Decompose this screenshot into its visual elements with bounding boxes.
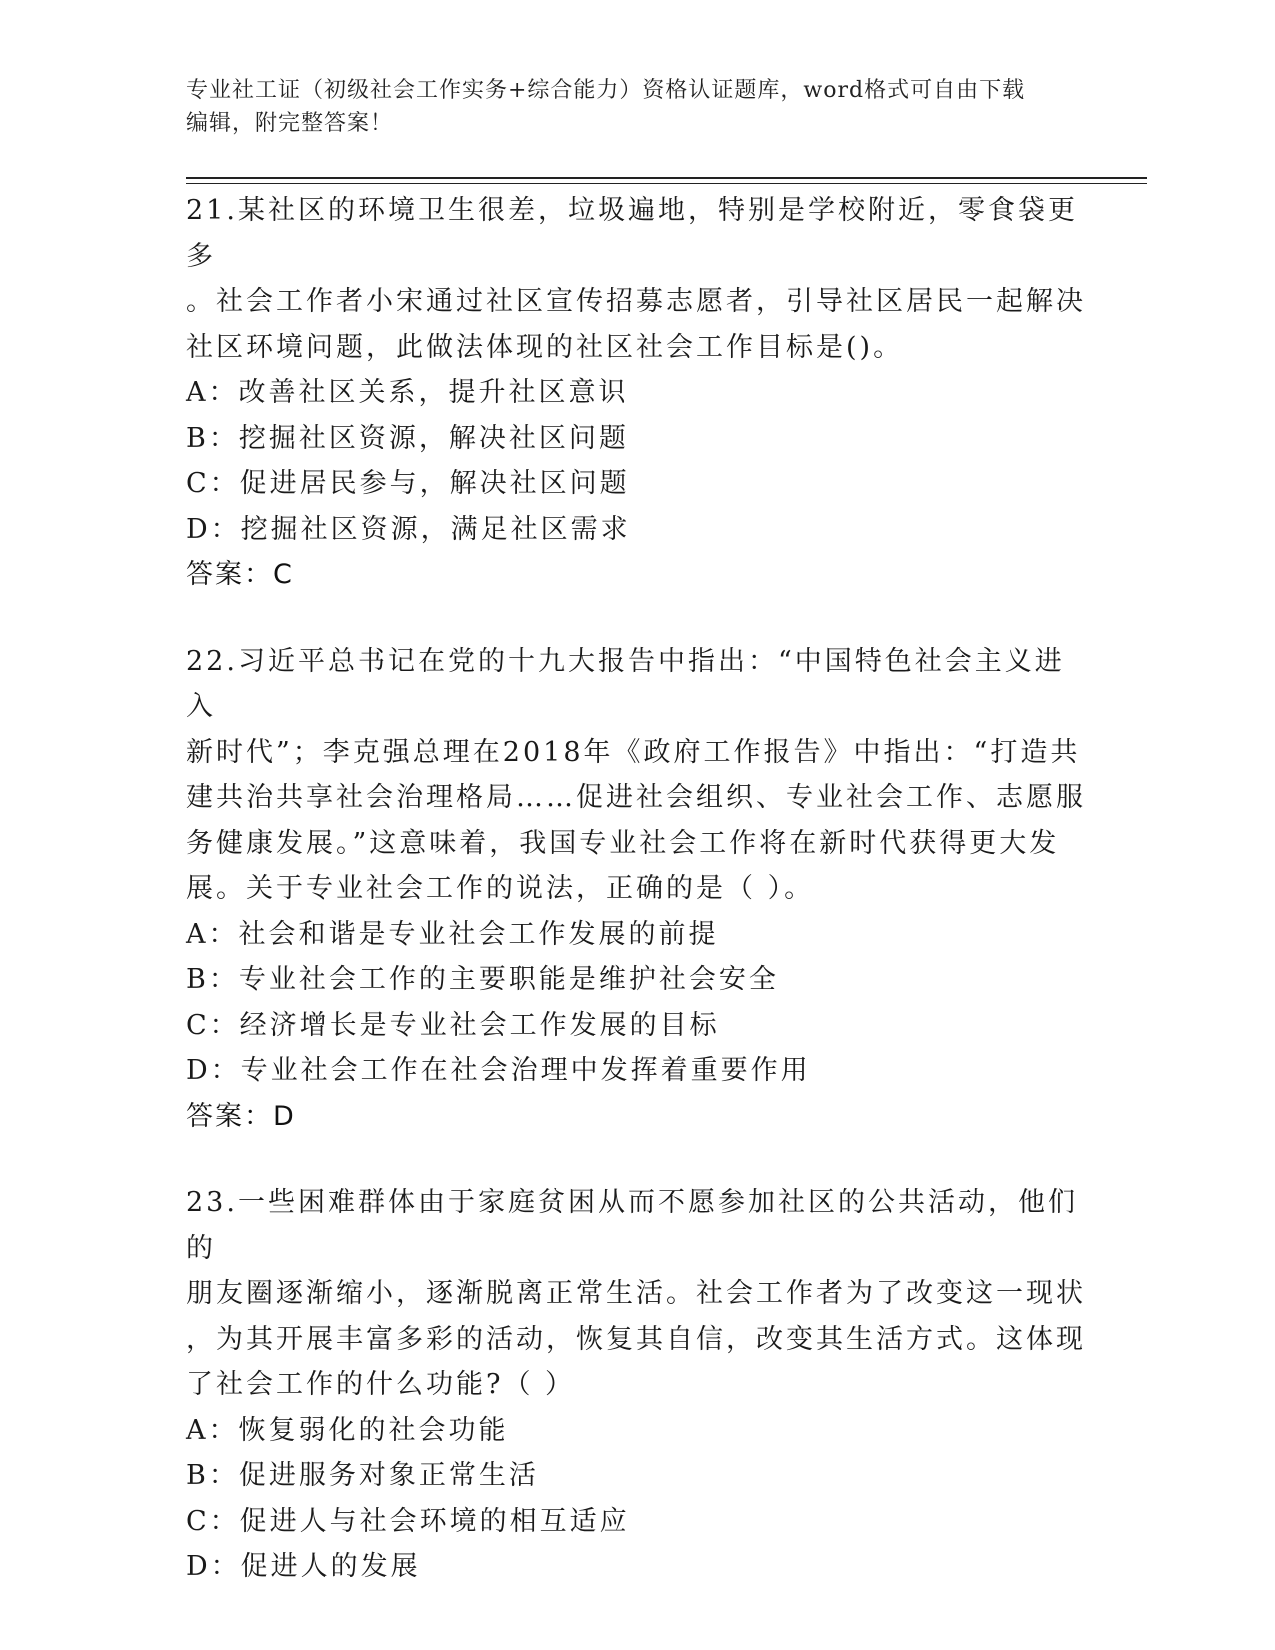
question-text-line: 。社会工作者小宋通过社区宣传招募志愿者，引导社区居民一起解决	[186, 286, 1086, 317]
question-text-line: 建共治共享社会治理格局……促进社会组织、专业社会工作、志愿服	[186, 782, 1086, 813]
header-line-2: 编辑，附完整答案！	[186, 111, 394, 136]
option-a: A：改善社区关系，提升社区意识	[186, 377, 629, 408]
option-d: D：挖掘社区资源，满足社区需求	[186, 513, 631, 545]
question-text-line: 23.一些困难群体由于家庭贫困从而不愿参加社区的公共活动，他们的	[186, 1187, 1078, 1264]
option-b: B：挖掘社区资源，解决社区问题	[186, 422, 629, 454]
question-text-line: 朋友圈逐渐缩小，逐渐脱离正常生活。社会工作者为了改变这一现状	[186, 1278, 1086, 1309]
question-22	[186, 639, 1086, 1140]
option-d: D：专业社会工作在社会治理中发挥着重要作用	[186, 1055, 811, 1086]
option-c: C：促进居民参与，解决社区问题	[186, 468, 630, 499]
option-c: C：促进人与社会环境的相互适应	[186, 1505, 630, 1537]
question-list	[186, 188, 1086, 1631]
option-a: A：恢复弱化的社会功能	[186, 1414, 509, 1446]
option-a: A：社会和谐是专业社会工作发展的前提	[186, 918, 719, 950]
header-line-1: 专业社工证（初级社会工作实务+综合能力）资格认证题库，word格式可自由下载	[186, 78, 1026, 103]
header-divider-thick	[186, 177, 1147, 179]
option-c: C：经济增长是专业社会工作发展的目标	[186, 1009, 720, 1041]
document-header	[186, 74, 1086, 140]
question-text-line: 务健康发展。”这意味着，我国专业社会工作将在新时代获得更大发	[186, 827, 1060, 859]
answer: 答案：D	[186, 1100, 296, 1132]
option-b: B：专业社会工作的主要职能是维护社会安全	[186, 964, 779, 995]
question-text-line: 社区环境问题，此做法体现的社区社会工作目标是()。	[186, 331, 904, 363]
option-b: B：促进服务对象正常生活	[186, 1460, 539, 1491]
header-divider-thin	[186, 183, 1147, 184]
question-text-line: ，为其开展丰富多彩的活动，恢复其自信，改变其生活方式。这体现	[186, 1323, 1086, 1355]
question-text-line: 22.习近平总书记在党的十九大报告中指出：“中国特色社会主义进入	[186, 645, 1065, 722]
question-21	[186, 188, 1086, 598]
option-d: D：促进人的发展	[186, 1551, 421, 1582]
question-text-line: 展。关于专业社会工作的说法，正确的是（ ）。	[186, 873, 815, 904]
question-text-line: 新时代”；李克强总理在2018年《政府工作报告》中指出：“打造共	[186, 736, 1081, 768]
question-23	[186, 1180, 1086, 1590]
question-text-line: 21.某社区的环境卫生很差，垃圾遍地，特别是学校附近，零食袋更多	[186, 195, 1078, 272]
question-text-line: 了社会工作的什么功能?（ ）	[186, 1369, 576, 1400]
answer: 答案：C	[186, 559, 294, 590]
